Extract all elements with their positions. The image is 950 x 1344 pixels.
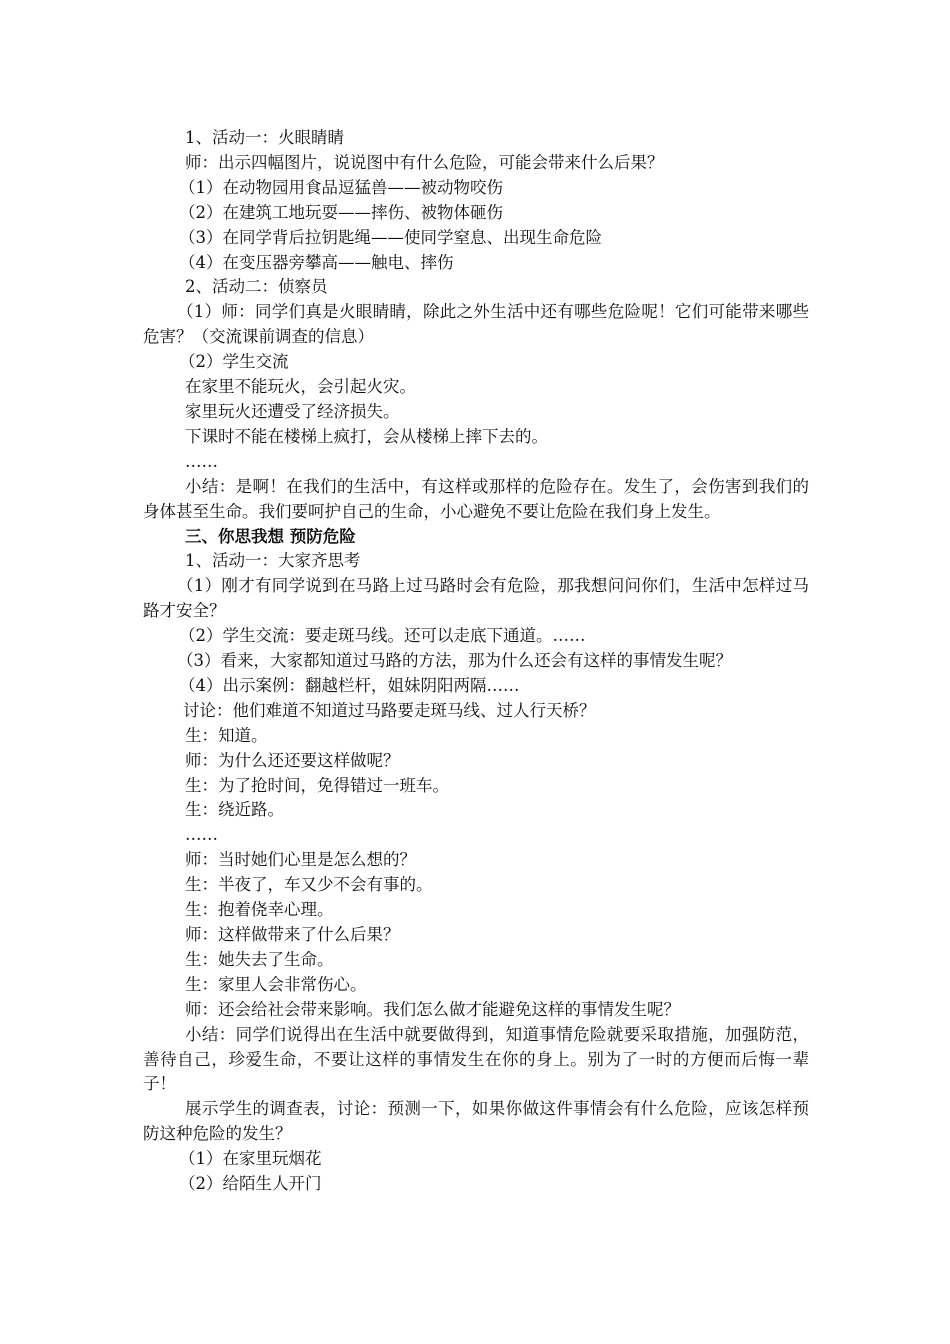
dialogue-line: 生：为了抢时间，免得错过一班车。 — [185, 775, 449, 795]
dialogue-line: 师：还会给社会带来影响。我们怎么做才能避免这样的事情发生呢？ — [185, 999, 680, 1019]
dialogue-line: 生：她失去了生命。 — [185, 949, 334, 969]
list-item: （3）在同学背后拉钥匙绳——使同学窒息、出现生命危险 — [179, 227, 602, 247]
student-answer: 下课时不能在楼梯上疯打，会从楼梯上摔下去的。 — [185, 426, 548, 446]
dialogue-line: 师：这样做带来了什么后果？ — [185, 925, 400, 944]
document-body — [143, 126, 809, 1197]
paragraph: （1）刚才有同学说到在马路上过马路时会有危险，那我想问问你们，生活中怎样过马路才安全？ — [143, 576, 809, 621]
activity-1-heading-2: 1、活动一：大家齐思考 — [185, 551, 361, 571]
summary-paragraph: 小结：同学们说得出在生活中就要做得到，知道事情危险就要采取措施，加强防范，善待自己，珍爱生命，不要让这样的事情发生在你的身上。别为了一时的方便而后悔一辈子！ — [143, 1024, 809, 1094]
teacher-instruction: 师：出示四幅图片，说说图中有什么危险，可能会带来什么后果？ — [185, 152, 664, 172]
student-answer: 在家里不能玩火，会引起火灾。 — [185, 377, 416, 397]
dialogue-line: 师：当时她们心里是怎么想的？ — [185, 850, 416, 870]
dialogue-line: 生：知道。 — [185, 725, 268, 745]
discussion-line: 讨论：他们难道不知道过马路要走斑马线、过人行天桥？ — [183, 700, 596, 720]
dialogue-line: 生：半夜了，车又少不会有事的。 — [185, 875, 433, 895]
paragraph: 展示学生的调查表，讨论：预测一下，如果你做这件事情会有什么危险，应该怎样预防这种危险的发生？ — [143, 1099, 809, 1144]
dialogue-line: 生：家里人会非常伤心。 — [185, 974, 367, 994]
ellipsis: …… — [185, 825, 218, 845]
list-item: （1）在动物园用食品逗猛兽——被动物咬伤 — [179, 177, 503, 197]
student-answer: 家里玩火还遭受了经济损失。 — [185, 401, 400, 421]
list-item: （2）在建筑工地玩耍——摔伤、被物体砸伤 — [179, 202, 503, 222]
dialogue-line: 生：绕近路。 — [185, 800, 284, 820]
dialogue-line: 师：为什么还还要这样做呢？ — [185, 750, 400, 770]
activity-1-heading: 1、活动一：火眼睛睛 — [185, 128, 344, 147]
list-item: （2）给陌生人开门 — [179, 1174, 322, 1194]
ellipsis: …… — [185, 451, 218, 471]
activity-2-heading: 2、活动二：侦察员 — [185, 277, 328, 297]
list-item: （4）出示案例：翻越栏杆，姐妹阴阳两隔…… — [179, 675, 520, 695]
list-item: （1）在家里玩烟花 — [179, 1149, 322, 1169]
list-item: （3）看来，大家都知道过马路的方法，那为什么还会有这样的事情发生呢？ — [177, 651, 732, 671]
list-item: （4）在变压器旁攀高——触电、摔伤 — [179, 252, 454, 272]
paragraph: （1）师：同学们真是火眼睛睛，除此之外生活中还有哪些危险呢！它们可能带来哪些危害？（交流课前调查的信息） — [143, 302, 809, 347]
list-item: （2）学生交流：要走斑马线。还可以走底下通道。…… — [179, 626, 586, 646]
list-item: （2）学生交流 — [179, 352, 289, 372]
summary-paragraph: 小结：是啊！在我们的生活中，有这样或那样的危险存在。发生了，会伤害到我们的身体甚至生命。我们要呵护自己的生命，小心避免不要让危险在我们身上发生。 — [143, 476, 809, 521]
dialogue-line: 生：抱着侥幸心理。 — [185, 900, 334, 920]
section-heading: 三、你思我想 预防危险 — [185, 526, 356, 546]
